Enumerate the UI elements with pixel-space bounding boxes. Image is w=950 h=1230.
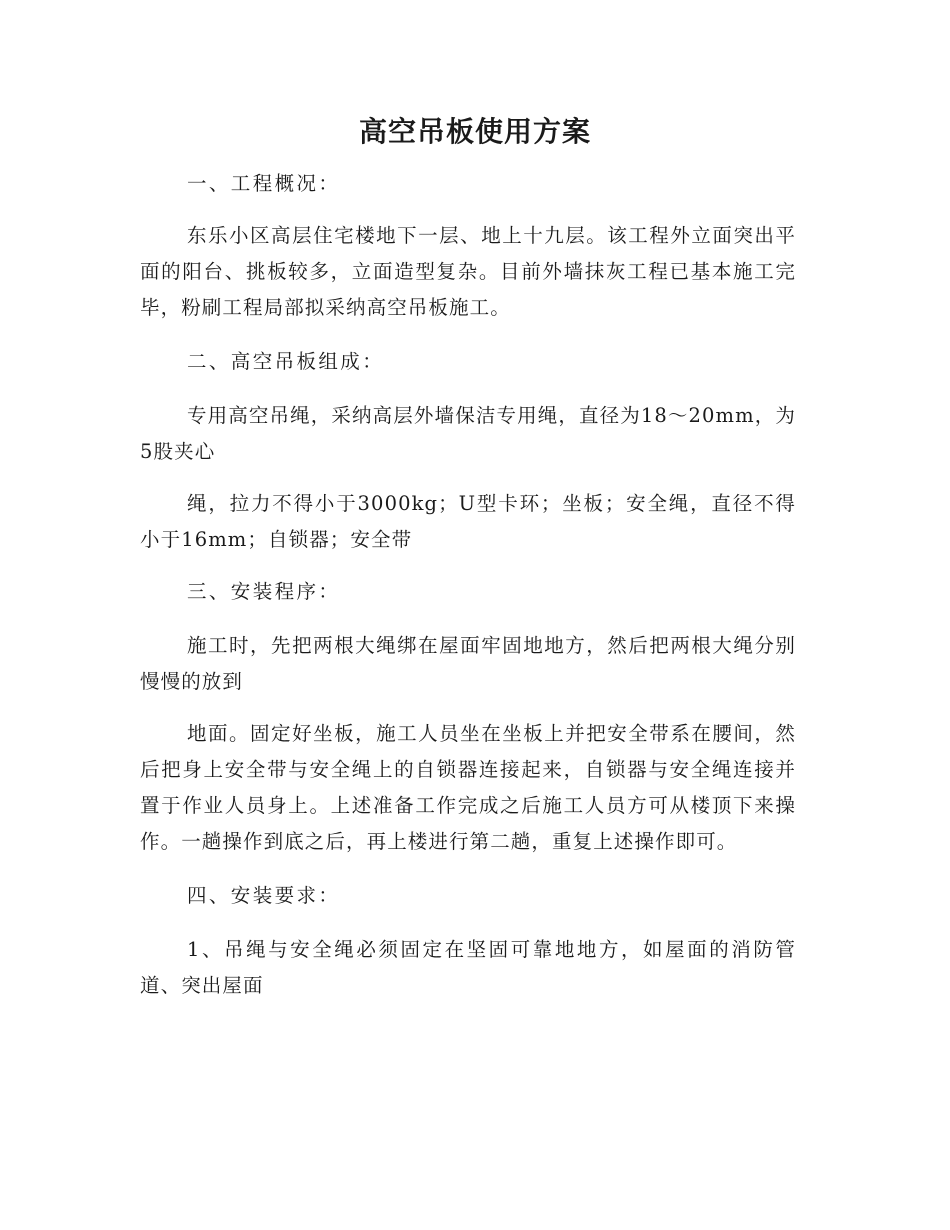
section-heading-composition: 二、高空吊板组成： (187, 350, 385, 373)
paragraph-procedure-1: 施工时，先把两根大绳绑在屋面牢固地地方，然后把两根大绳分别慢慢的放到 (140, 634, 796, 693)
paragraph-composition-2: 绳，拉力不得小于3000kg；U型卡环；坐板；安全绳，直径不得小于16mm；自锁器；安全带 (140, 492, 796, 551)
section-heading-procedure: 三、安装程序： (187, 580, 341, 603)
section-heading-overview: 一、工程概况： (187, 172, 341, 195)
section-heading-requirements: 四、安装要求： (187, 884, 341, 907)
document-body (140, 166, 796, 1004)
paragraph-overview: 东乐小区高层住宅楼地下一层、地上十九层。该工程外立面突出平面的阳台、挑板较多，立面造型复杂。目前外墙抹灰工程已基本施工完毕，粉刷工程局部拟采纳高空吊板施工。 (140, 224, 796, 319)
document-title: 高空吊板使用方案 (358, 115, 591, 148)
paragraph-procedure-2: 地面。固定好坐板，施工人员坐在坐板上并把安全带系在腰间，然后把身上安全带与安全绳上的自锁器连接起来，自锁器与安全绳连接并置于作业人员身上。上述准备工作完成之后施工人员方可从楼顶下来操作。一趟操作到底之后，再上楼进行第二趟，重复上述操作即可。 (140, 722, 796, 853)
paragraph-requirements-1: 1、吊绳与安全绳必须固定在坚固可靠地地方，如屋面的消防管道、突出屋面 (140, 938, 796, 997)
paragraph-composition-1: 专用高空吊绳，采纳高层外墙保洁专用绳，直径为18～20mm，为5股夹心 (140, 404, 796, 463)
